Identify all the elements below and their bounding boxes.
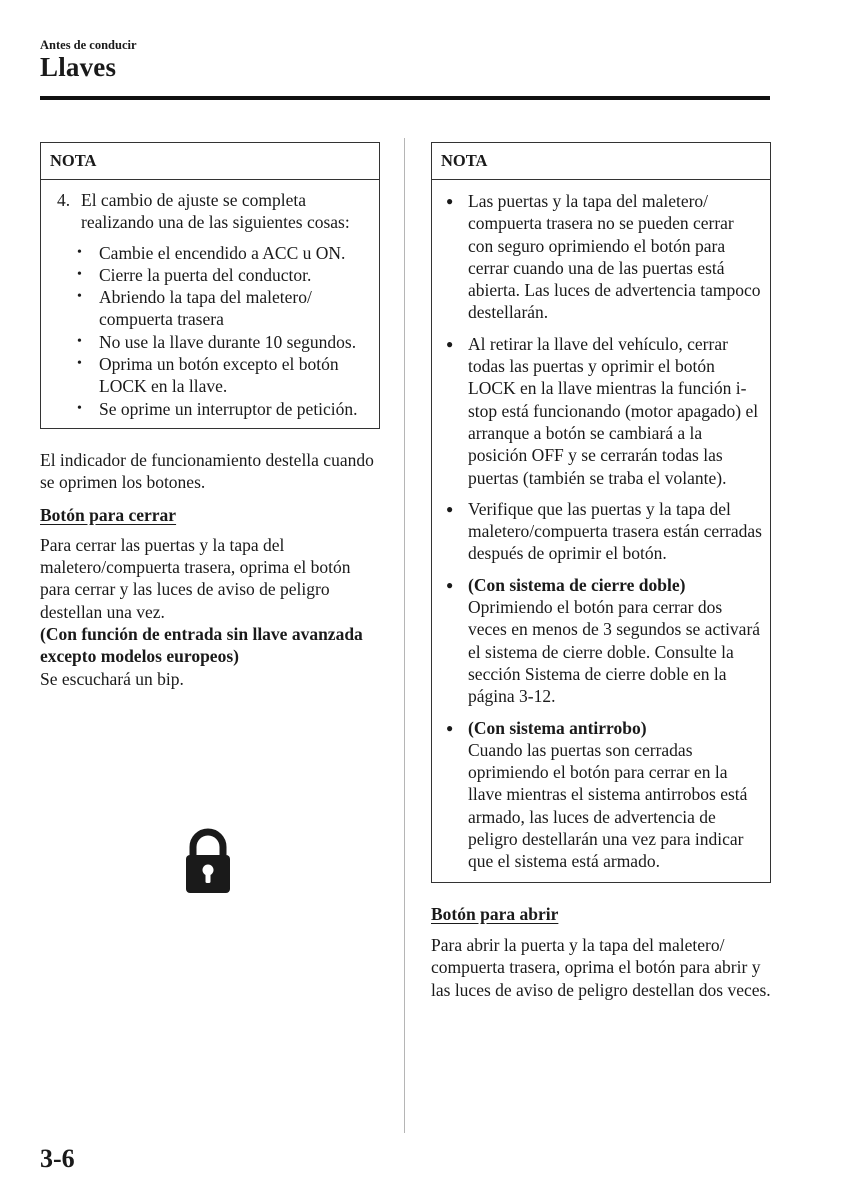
bullet-dot: • xyxy=(77,400,82,416)
list-item xyxy=(49,398,371,420)
page-title: Llaves xyxy=(40,52,117,82)
list-item-text: Oprima un botón excepto el botón LOCK en la llave. xyxy=(99,354,339,397)
list-item-text xyxy=(468,190,762,324)
lock-icon xyxy=(184,828,232,894)
right-note-box xyxy=(431,142,771,883)
item-text: El cambio de ajuste se completa realizando una de las siguientes cosas: xyxy=(81,190,350,233)
keyless-entry-note: (Con función de entrada sin llave avanzada excepto modelos europeos) xyxy=(40,624,363,667)
left-note-box xyxy=(40,142,380,429)
bullet-text: Oprimiendo el botón para cerrar dos veces en menos de 3 segundos se activará el sistema de cierre doble. Consulte la sección Sistema de cierre doble en la página 3-12. xyxy=(468,597,761,707)
bullet-text: Cuando las puertas son cerradas oprimiendo el botón para cerrar en la llave mientras el sistema antirrobos está armado, las luces de advertencia de peligro destellarán una vez para indicar que el sistema está armado. xyxy=(468,739,748,872)
right-column xyxy=(431,142,771,1001)
list-item-text: No use la llave durante 10 segundos. xyxy=(99,331,357,352)
bullet-dot: • xyxy=(77,356,82,372)
lock-button-paragraph: Para cerrar las puertas y la tapa del maletero/compuerta trasera, oprima el botón para cerrar y las luces de aviso de peligro destellan una vez. xyxy=(40,534,351,622)
bullet-bold-heading: (Con sistema antirrobo) xyxy=(468,717,647,738)
list-item-text: Cambie el encendido a ACC u ON. xyxy=(99,242,346,263)
bullet-text: Las puertas y la tapa del maletero/ compuerta trasera no se pueden cerrar con seguro oprimiendo el botón para cerrar cuando una de las puertas está abierta. Las luces de advertencia tampoco destellarán. xyxy=(468,191,761,323)
bullet-dot: ● xyxy=(446,501,454,516)
list-item xyxy=(49,331,371,353)
list-item-text: Abriendo la tapa del maletero/ compuerta trasera xyxy=(99,287,312,330)
bullet-dot: • xyxy=(77,333,82,349)
item-number: 4. xyxy=(57,190,71,210)
list-item xyxy=(49,286,371,331)
bullet-dot: • xyxy=(77,244,82,260)
column-divider xyxy=(404,138,405,1133)
bullet-dot: ● xyxy=(446,194,454,208)
bullet-dot: ● xyxy=(446,336,454,351)
note-bullet-list xyxy=(440,190,762,873)
condition-list xyxy=(49,242,371,420)
bullet-text: Al retirar la llave del vehículo, cerrar todas las puertas y oprimir el botón LOCK en la llave mientras la función i-stop está funcionando (motor apagado) el arranque a botón se cambiará a la posición OFF y se cerrarán todas las puertas (también se traba el volante). xyxy=(468,333,759,488)
bullet-dot: ● xyxy=(446,577,454,592)
list-item-text: Cierre la puerta del conductor. xyxy=(99,264,312,285)
lock-button-heading: Botón para cerrar xyxy=(40,504,177,525)
list-item-text: Se oprime un interruptor de petición. xyxy=(99,398,358,419)
numbered-item xyxy=(49,189,371,234)
unlock-button-heading: Botón para abrir xyxy=(431,903,559,924)
title-rule xyxy=(40,96,770,100)
list-item xyxy=(49,242,371,264)
list-item xyxy=(440,333,762,489)
left-note-heading: NOTA xyxy=(41,143,379,180)
list-item xyxy=(440,498,762,565)
list-item xyxy=(49,353,371,398)
unlock-button-paragraph: Para abrir la puerta y la tapa del maletero/ compuerta trasera, oprima el botón para abrir y las luces de aviso de peligro destellan dos veces. xyxy=(431,934,771,1000)
bullet-dot: • xyxy=(77,289,82,305)
list-item-text xyxy=(468,574,762,708)
list-item xyxy=(440,574,762,708)
beep-paragraph: Se escuchará un bip. xyxy=(40,668,184,689)
left-column xyxy=(40,142,380,690)
left-note-body xyxy=(41,180,379,428)
list-item xyxy=(49,264,371,286)
right-note-heading: NOTA xyxy=(432,143,770,180)
bullet-dot: • xyxy=(77,266,82,282)
list-item-text xyxy=(468,498,762,565)
list-item-text xyxy=(468,333,762,489)
indicator-paragraph: El indicador de funcionamiento destella cuando se oprimen los botones. xyxy=(40,449,374,493)
bullet-text: Verifique que las puertas y la tapa del maletero/compuerta trasera están cerradas después de oprimir el botón. xyxy=(468,498,762,564)
bullet-bold-heading: (Con sistema de cierre doble) xyxy=(468,574,686,595)
list-item xyxy=(440,190,762,324)
list-item xyxy=(440,717,762,873)
bullet-dot: ● xyxy=(446,720,454,735)
right-note-body xyxy=(432,180,770,882)
list-item-text xyxy=(468,717,762,873)
page-number: 3-6 xyxy=(40,1144,75,1173)
section-label: Antes de conducir xyxy=(40,38,137,52)
